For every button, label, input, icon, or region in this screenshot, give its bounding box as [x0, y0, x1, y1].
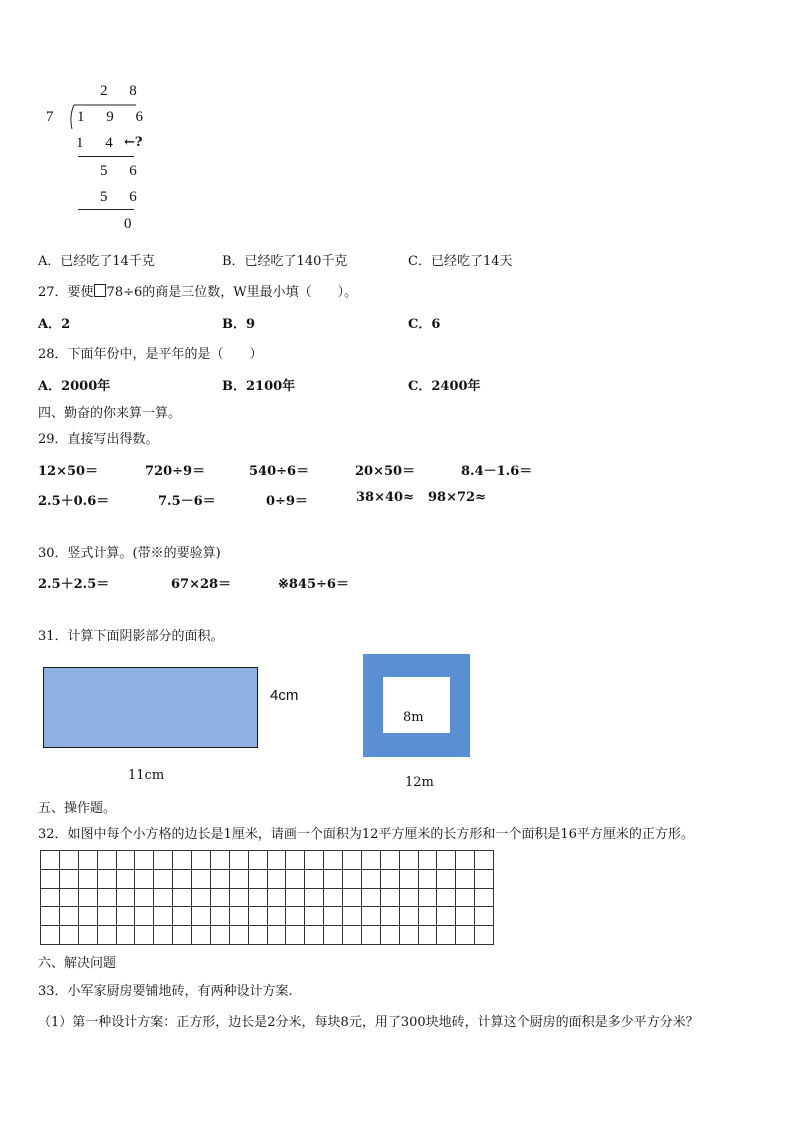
grid-cell: [381, 926, 400, 945]
grid-cell: [456, 926, 475, 945]
grid-cell: [135, 870, 154, 889]
q29-item: 98×72≈: [428, 490, 486, 505]
q30-item: 67×28＝: [171, 577, 232, 592]
grid-cell: [41, 851, 60, 870]
grid-cell: [60, 889, 79, 908]
grid-cell: [475, 907, 494, 926]
division-dividend: 1 9 6: [77, 109, 152, 125]
inner-square-label: 8m: [403, 710, 424, 725]
grid-cell: [154, 926, 173, 945]
grid-cell: [173, 889, 192, 908]
grid-cell: [79, 907, 98, 926]
grid-cell: [117, 907, 136, 926]
grid-cell: [324, 907, 343, 926]
q27-option-c: C．6: [408, 317, 441, 332]
grid-cell: [437, 889, 456, 908]
shaded-rectangle: [43, 667, 258, 748]
grid-cell: [475, 870, 494, 889]
grid-cell: [475, 926, 494, 945]
grid-cell: [343, 926, 362, 945]
grid-cell: [98, 926, 117, 945]
q28-option-b: B．2100年: [222, 379, 296, 394]
q33-sub1: （1）第一种设计方案：正方形，边长是2分米，每块8元，用了300块地砖，计算这个厨房的面积是多少平方分米？: [38, 1015, 699, 1030]
grid-cell: [173, 870, 192, 889]
grid-cell: [286, 926, 305, 945]
grid-cell: [249, 851, 268, 870]
grid-cell: [419, 907, 438, 926]
section-5-heading: 五、操作题。: [38, 801, 117, 816]
grid-cell: [362, 926, 381, 945]
section-6-heading: 六、解决问题: [38, 956, 117, 971]
grid-cell: [268, 926, 287, 945]
grid-cell: [79, 889, 98, 908]
grid-cell: [60, 907, 79, 926]
grid-cell: [456, 907, 475, 926]
q26-option-a: A．已经吃了14千克: [38, 254, 155, 269]
grid-cell: [286, 889, 305, 908]
grid-cell: [117, 870, 136, 889]
grid-cell: [173, 851, 192, 870]
grid-cell: [192, 926, 211, 945]
grid-cell: [117, 926, 136, 945]
grid-cell: [230, 907, 249, 926]
grid-cell: [98, 870, 117, 889]
grid-cell: [268, 889, 287, 908]
grid-cell: [117, 889, 136, 908]
q29-question: 29．直接写出得数。: [38, 432, 159, 447]
grid-cell: [211, 851, 230, 870]
grid-cell: [173, 907, 192, 926]
grid-cell: [230, 870, 249, 889]
grid-cell: [41, 870, 60, 889]
grid-cell: [41, 926, 60, 945]
grid-cell: [135, 926, 154, 945]
q30-item: 2.5＋2.5＝: [38, 577, 110, 592]
grid-cell: [211, 907, 230, 926]
grid-cell: [268, 851, 287, 870]
grid-cell: [249, 889, 268, 908]
grid-cell: [173, 926, 192, 945]
grid-cell: [419, 889, 438, 908]
grid-cell: [268, 907, 287, 926]
grid-cell: [324, 926, 343, 945]
q27-option-a: A．2: [38, 317, 71, 332]
q28-option-c: C．2400年: [408, 379, 481, 394]
q28-option-a: A．2000年: [38, 379, 111, 394]
grid-cell: [60, 870, 79, 889]
q27-option-b: B．9: [222, 317, 256, 332]
grid-cell: [286, 870, 305, 889]
q28-question: 28．下面年份中，是平年的是（ ）: [38, 347, 263, 362]
grid-cell: [135, 851, 154, 870]
grid-cell: [154, 889, 173, 908]
q26-option-c: C．已经吃了14天: [408, 254, 513, 269]
grid-cell: [154, 851, 173, 870]
grid-cell: [192, 870, 211, 889]
grid-cell: [135, 889, 154, 908]
division-divisor: 7: [46, 109, 54, 125]
q29-item: 540÷6＝: [249, 464, 310, 479]
grid-cell: [79, 870, 98, 889]
q29-item: 38×40≈: [356, 490, 414, 505]
q29-item: 2.5＋0.6＝: [38, 494, 110, 509]
grid-cell: [211, 870, 230, 889]
grid-cell: [400, 889, 419, 908]
grid-cell: [381, 851, 400, 870]
grid-cell: [324, 851, 343, 870]
blank-box: [94, 284, 106, 297]
grid-cell: [381, 889, 400, 908]
grid-cell: [362, 907, 381, 926]
q29-item: 12×50＝: [38, 464, 99, 479]
grid-cell: [437, 870, 456, 889]
outer-square-label: 12m: [405, 775, 434, 790]
grid-cell: [230, 851, 249, 870]
grid-cell: [324, 889, 343, 908]
q33-question: 33．小军家厨房要铺地砖，有两种设计方案.: [38, 984, 293, 999]
q27-prefix: 27．要使: [38, 285, 94, 300]
grid-cell: [211, 889, 230, 908]
q30-question: 30．竖式计算。(带※的要验算): [38, 546, 221, 561]
grid-cell: [400, 907, 419, 926]
grid-cell: [192, 851, 211, 870]
grid-cell: [419, 926, 438, 945]
grid-cell: [135, 907, 154, 926]
grid-cell: [400, 926, 419, 945]
grid-cell: [60, 926, 79, 945]
grid-cell: [98, 907, 117, 926]
grid-cell: [60, 851, 79, 870]
q32-question: 32．如图中每个小方格的边长是1厘米，请画一个面积为12平方厘米的长方形和一个面积是16平方厘米的正方形。: [38, 827, 694, 842]
q31-question: 31．计算下面阴影部分的面积。: [38, 629, 224, 644]
grid-cell: [437, 926, 456, 945]
q29-item: 7.5－6＝: [158, 494, 216, 509]
grid-cell: [437, 907, 456, 926]
q29-item: 20×50＝: [355, 464, 416, 479]
grid-cell: [324, 870, 343, 889]
section-4-heading: 四、勤奋的你来算一算。: [38, 406, 182, 421]
grid-cell: [117, 851, 136, 870]
rect-height-label: 4cm: [270, 687, 299, 704]
grid-cell: [305, 907, 324, 926]
division-step3: 5 6: [100, 189, 146, 205]
grid-cell: [456, 889, 475, 908]
division-quotient: 2 8: [100, 83, 146, 99]
grid-cell: [154, 870, 173, 889]
grid-cell: [343, 870, 362, 889]
q27-question: [38, 281, 357, 300]
grid-cell: [249, 907, 268, 926]
division-step2: 5 6: [100, 163, 146, 179]
grid-cell: [305, 889, 324, 908]
grid-cell: [437, 851, 456, 870]
grid-cell: [343, 907, 362, 926]
square-grid: [40, 850, 494, 945]
division-remainder: 0: [124, 216, 132, 232]
grid-cell: [192, 907, 211, 926]
q29-item: 0÷9＝: [266, 494, 308, 509]
grid-cell: [400, 870, 419, 889]
grid-cell: [41, 907, 60, 926]
grid-cell: [456, 851, 475, 870]
grid-cell: [230, 926, 249, 945]
grid-cell: [456, 870, 475, 889]
grid-cell: [419, 870, 438, 889]
grid-cell: [381, 870, 400, 889]
grid-cell: [154, 907, 173, 926]
grid-cell: [249, 870, 268, 889]
grid-cell: [249, 926, 268, 945]
grid-cell: [381, 907, 400, 926]
grid-cell: [362, 889, 381, 908]
grid-cell: [192, 889, 211, 908]
grid-cell: [286, 851, 305, 870]
q27-suffix: 78÷6的商是三位数，W里最小填（ ）。: [106, 285, 358, 300]
grid-cell: [362, 870, 381, 889]
division-line-1: [78, 156, 134, 157]
grid-cell: [268, 870, 287, 889]
division-arrow-note: ←?: [124, 135, 143, 150]
grid-cell: [98, 889, 117, 908]
grid-cell: [343, 889, 362, 908]
grid-cell: [41, 889, 60, 908]
division-step1: 1 4: [76, 135, 122, 151]
grid-cell: [305, 926, 324, 945]
q26-option-b: B．已经吃了140千克: [222, 254, 348, 269]
grid-cell: [343, 851, 362, 870]
grid-cell: [79, 926, 98, 945]
grid-cell: [305, 870, 324, 889]
q29-item: 720÷9＝: [145, 464, 206, 479]
grid-cell: [230, 889, 249, 908]
grid-cell: [400, 851, 419, 870]
grid-cell: [98, 851, 117, 870]
grid-cell: [475, 889, 494, 908]
q30-item: ※845÷6＝: [278, 577, 349, 592]
rect-width-label: 11cm: [128, 768, 165, 783]
grid-cell: [419, 851, 438, 870]
grid-cell: [79, 851, 98, 870]
q29-item: 8.4－1.6＝: [461, 464, 533, 479]
division-line-2: [78, 209, 134, 210]
grid-cell: [475, 851, 494, 870]
grid-cell: [305, 851, 324, 870]
grid-cell: [211, 926, 230, 945]
grid-cell: [362, 851, 381, 870]
grid-cell: [286, 907, 305, 926]
